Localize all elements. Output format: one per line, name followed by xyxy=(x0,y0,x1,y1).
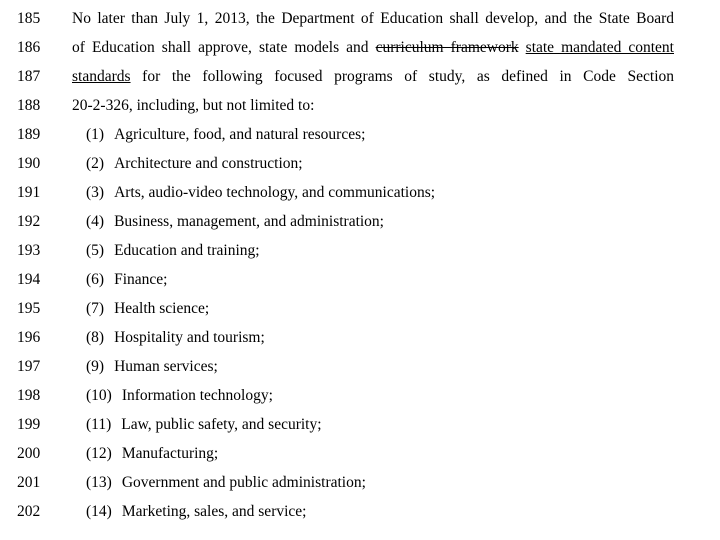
list-item xyxy=(0,120,720,149)
item-text: Education and training; xyxy=(114,242,260,259)
list-item xyxy=(0,381,720,410)
item-text: Law, public safety, and security; xyxy=(121,416,322,433)
line-number: 196 xyxy=(17,329,41,346)
line-number: 200 xyxy=(17,445,41,462)
list-item xyxy=(0,294,720,323)
line-number: 197 xyxy=(17,358,41,375)
item-label: (2) xyxy=(86,155,105,172)
item-text: Information technology; xyxy=(121,387,273,404)
item-text: Government and public administration; xyxy=(121,474,366,491)
bill-text xyxy=(72,33,674,62)
bill-text-segment: for the following focused programs of study, as defined in Code Section xyxy=(142,68,674,85)
bill-text: No later than July 1, 2013, the Department of Education shall develop, and the State Board xyxy=(72,10,674,27)
item-label: (4) xyxy=(86,213,105,230)
line-number: 193 xyxy=(17,242,41,259)
line-number: 185 xyxy=(17,10,41,27)
item-label: (13) xyxy=(86,474,112,491)
bill-line xyxy=(0,62,720,91)
list-item xyxy=(0,410,720,439)
list-item xyxy=(0,265,720,294)
item-label: (5) xyxy=(86,242,105,259)
list-item xyxy=(0,236,720,265)
item-text: Finance; xyxy=(114,271,168,288)
bill-line xyxy=(0,33,720,62)
bill-line xyxy=(0,4,720,33)
item-text: Arts, audio-video technology, and communications; xyxy=(114,184,436,201)
list-item xyxy=(0,439,720,468)
line-number: 192 xyxy=(17,213,41,230)
line-number: 199 xyxy=(17,416,41,433)
bill-text: 20-2-326, including, but not limited to: xyxy=(72,97,315,114)
item-label: (10) xyxy=(86,387,112,404)
line-number: 187 xyxy=(17,68,41,85)
list-item xyxy=(0,207,720,236)
item-label: (9) xyxy=(86,358,105,375)
item-label: (11) xyxy=(86,416,112,433)
line-number: 190 xyxy=(17,155,41,172)
item-text: Manufacturing; xyxy=(121,445,219,462)
item-text: Architecture and construction; xyxy=(114,155,303,172)
line-number: 202 xyxy=(17,503,41,520)
item-text: Health science; xyxy=(114,300,210,317)
list-item xyxy=(0,352,720,381)
item-label: (12) xyxy=(86,445,112,462)
line-number: 201 xyxy=(17,474,41,491)
line-number: 195 xyxy=(17,300,41,317)
list-item xyxy=(0,178,720,207)
item-text: Hospitality and tourism; xyxy=(114,329,265,346)
list-item xyxy=(0,323,720,352)
bill-text xyxy=(72,62,674,91)
item-text: Marketing, sales, and service; xyxy=(121,503,307,520)
item-text: Human services; xyxy=(114,358,218,375)
item-label: (6) xyxy=(86,271,105,288)
line-number: 189 xyxy=(17,126,41,143)
item-label: (1) xyxy=(86,126,105,143)
item-label: (7) xyxy=(86,300,105,317)
inserted-text: state mandated content xyxy=(525,39,674,56)
list-item xyxy=(0,468,720,497)
line-number: 198 xyxy=(17,387,41,404)
item-text: Agriculture, food, and natural resources; xyxy=(114,126,366,143)
bill-text-segment: of Education shall approve, state models and xyxy=(72,39,369,56)
line-number: 194 xyxy=(17,271,41,288)
struck-text: curriculum framework xyxy=(375,39,519,56)
item-label: (14) xyxy=(86,503,112,520)
bill-line xyxy=(0,91,720,120)
list-item xyxy=(0,497,720,526)
list-item xyxy=(0,149,720,178)
line-number: 188 xyxy=(17,97,41,114)
inserted-text: standards xyxy=(72,68,131,85)
item-text: Business, management, and administration; xyxy=(114,213,384,230)
line-number: 191 xyxy=(17,184,41,201)
item-label: (3) xyxy=(86,184,105,201)
line-number: 186 xyxy=(17,39,41,56)
item-label: (8) xyxy=(86,329,105,346)
